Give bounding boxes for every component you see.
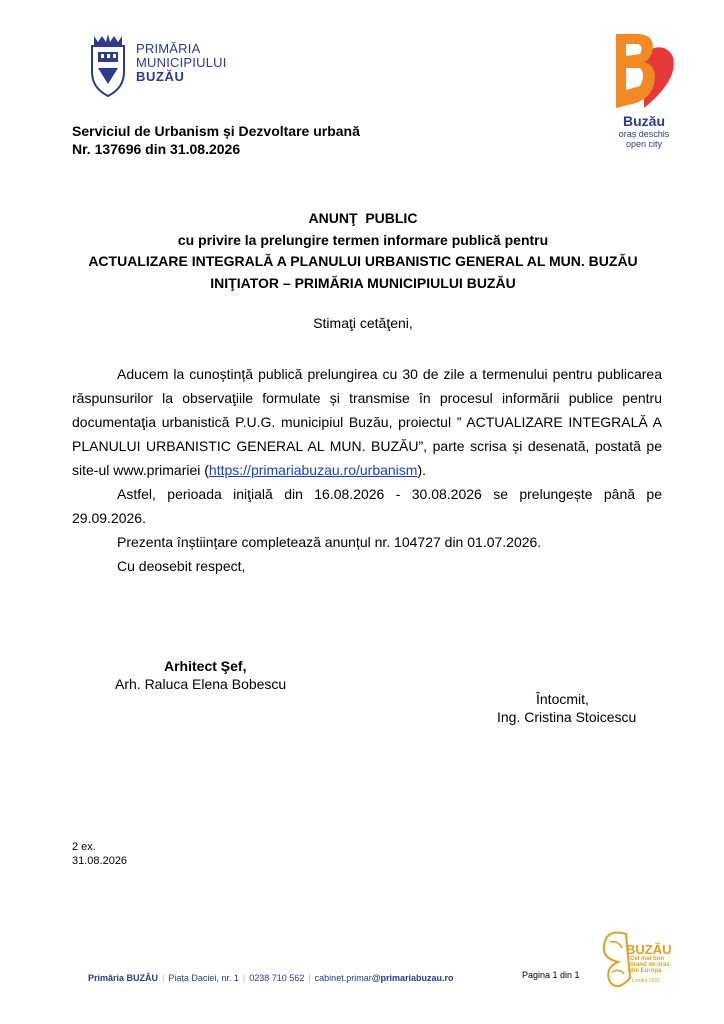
- paragraph-1: [72, 362, 662, 482]
- prepared-by-name: Ing. Cristina Stoicescu: [497, 709, 637, 725]
- initiator-line: INIŢIATOR – PRIMĂRIA MUNICIPIULUI BUZĂU: [210, 275, 516, 291]
- badge-line-1: Cel mai bun: [630, 956, 665, 962]
- announcement-body: [72, 362, 662, 578]
- city-tagline-en: open city: [625, 139, 663, 149]
- announcement-subtitle: cu privire la prelungire termen informare publică pentru: [177, 232, 549, 248]
- badge-text: [630, 956, 670, 974]
- announcement-title: ANUNŢ PUBLIC: [308, 210, 418, 226]
- footer-email-domain: @primariabuzau.ro: [371, 973, 454, 983]
- department-name: Serviciul de Urbanism și Dezvoltare urbană: [72, 123, 360, 139]
- footer-email-user: cabinet.primar: [314, 973, 372, 983]
- city-b-heart-icon: [610, 30, 678, 112]
- document-number: Nr. 137696 din 31.08.2026: [72, 141, 241, 157]
- project-name: ACTUALIZARE INTEGRALĂ A PLANULUI URBANISTIC GENERAL AL MUN. BUZĂU: [88, 253, 638, 269]
- logo-line-primaria: PRIMĂRIA: [136, 41, 201, 56]
- prepared-by-title: Întocmit,: [536, 691, 589, 707]
- paragraph-1-end: ).: [417, 462, 427, 478]
- chief-architect-title: Arhitect Şef,: [164, 658, 247, 674]
- footer-contact: Primăria BUZĂU | Piața Daciei, nr. 1 | 0238 710 562 | cabinet.primar@primariabuzau.ro: [88, 973, 454, 983]
- logo-line-buzau: BUZĂU: [136, 69, 185, 84]
- chief-architect-name: Arh. Raluca Elena Bobescu: [115, 676, 287, 692]
- primaria-logo: [88, 32, 238, 102]
- page-number: Pagina 1 din 1: [522, 970, 580, 980]
- buzau-city-logo: [606, 30, 682, 150]
- city-tagline-ro: oraș deschis: [618, 129, 670, 139]
- logo-line-municipiului: MUNICIPIULUI: [136, 55, 227, 70]
- paragraph-3: Prezenta înștiințare completează anunțul nr. 104727 din 01.07.2026.: [117, 534, 542, 550]
- footer-phone: 0238 710 562: [249, 973, 305, 983]
- badge-name: BUZĂU: [626, 942, 672, 957]
- badge-line-2: brand de oraș: [630, 962, 670, 968]
- paragraph-2: Astfel, perioada iniţială din 16.08.2026 - 30.08.2026 se prelungește până pe 29.09.2026.: [72, 486, 662, 526]
- urbanism-link[interactable]: https://primariabuzau.ro/urbanism: [208, 462, 418, 478]
- city-name: Buzău: [623, 113, 665, 129]
- badge-line-3: din Europa: [630, 968, 662, 974]
- paragraph-1-text: Aducem la cunoștință publică prelungirea cu 30 de zile a termenului pentru publicarea răspunsurilor la observaţiile formulate și transmise în procesul informării publice pentru documentaţia urbanistică P.U.G. municipiul Buzău, proiectul ” ACTUALIZARE INTEGRALĂ A PLANULUI URBANISTIC GENERAL AL MUN. BUZĂU”, parte scrisa și desenată, postată pe site-ul www.primariei (: [72, 366, 662, 478]
- paragraph-4: Cu deosebit respect,: [117, 558, 246, 574]
- department-block: [72, 122, 360, 158]
- copies-count: 2 ex.: [72, 841, 96, 853]
- badge-event: Londra 2021: [632, 978, 661, 984]
- copies-date: 31.08.2026: [72, 855, 128, 867]
- city-logo-text: [606, 114, 682, 149]
- greeting: Stimaţi cetăţeni,: [313, 315, 413, 331]
- coat-of-arms-icon: [88, 32, 128, 98]
- footer-address: Piața Daciei, nr. 1: [168, 973, 239, 983]
- footer-email: [315, 973, 454, 983]
- copies-block: [72, 840, 127, 868]
- footer-org: Primăria BUZĂU: [88, 973, 159, 983]
- primaria-logo-text: [136, 42, 227, 84]
- award-badge: [600, 928, 684, 992]
